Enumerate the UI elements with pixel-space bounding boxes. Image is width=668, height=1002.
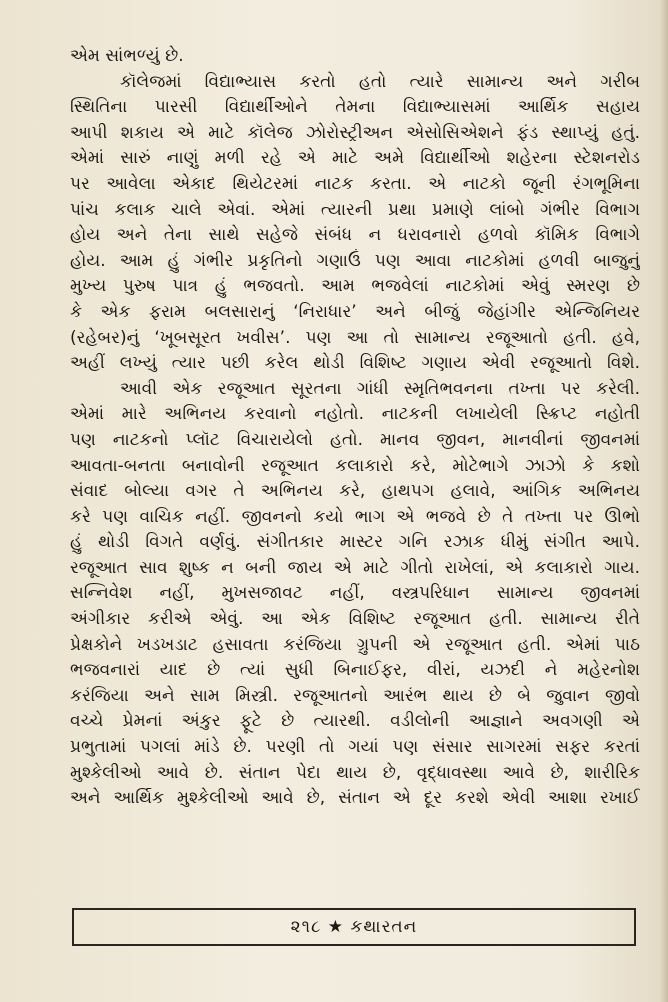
text-line: પ્રભુતામાં પગલાં માંડે છે. પરણી તો ગયાં પણ સંસાર સાગરમાં સફર કરતાં — [70, 737, 640, 758]
text-line: એમાં સારું નાણું મળી રહે એ માટે અમે વિદ્યાર્થીઓ શહેરના સ્ટેશનરોડ — [70, 148, 640, 169]
body-text — [70, 44, 640, 812]
text-line: પ્રેક્ષકોને ખડખડાટ હસાવતા કરંજિયા ગ્રુપની એ રજૂઆત હતી. એમાં પાઠ — [70, 634, 640, 655]
text-line: કરંજિયા અને સામ મિસ્ત્રી. રજૂઆતનો આરંભ થાય છે બે જુવાન જીવો — [70, 685, 640, 706]
text-line: મુશ્કેલીઓ આવે છે. સંતાન પેદા થાય છે, વૃદ્ધાવસ્થા આવે છે, શારીરિક — [70, 762, 640, 783]
text-line: સંવાદ બોલ્યા વગર તે અભિનય કરે, હાથપગ હલાવે, આંગિક અભિનય — [70, 481, 640, 502]
text-line: પાંચ કલાક ચાલે એવાં. એમાં ત્યારની પ્રથા પ્રમાણે લાંબો ગંભીર વિભાગ — [70, 199, 640, 220]
text-line: એમ સાંભળ્યું છે. — [70, 46, 184, 66]
text-line: હું થોડી વિગતે વર્ણવું. સંગીતકાર માસ્ટર ગનિ રઝાક ધીમું સંગીત આપે. — [70, 532, 640, 553]
text-line: (રહેબર)નું ‘ખૂબસૂરત ખવીસ’. પણ આ તો સામાન્ય રજૂઆતો હતી. હવે, — [70, 327, 640, 348]
text-line: રજૂઆત સાવ શુષ્ક ન બની જાય એ માટે ગીતો રાખેલાં, એ કલાકારો ગાય. — [70, 557, 640, 578]
text-line: અને આર્થિક મુશ્કેલીઓ આવે છે, સંતાન એ દૂર કરશે એવી આશા રખાઈ — [70, 788, 640, 809]
text-line: ભજવનારાં યાદ છે ત્યાં સુધી બિનાઈફર, વીરાં, યઝદી ને મહેરનોશ — [70, 660, 640, 681]
text-line: અહીં લખ્યું ત્યાર પછી કરેલ થોડી વિશિષ્ટ ગણાય એવી રજૂઆતો વિશે. — [70, 353, 640, 374]
text-line: સન્નિવેશ નહીં, મુખસજાવટ નહીં, વસ્ત્રપરિધાન સામાન્ય જીવનમાં — [70, 583, 640, 604]
text-line: કરે પણ વાચિક નહીં. જીવનનો કયો ભાગ એ ભજવે છે તે તખ્તા પર ઊભો — [70, 506, 640, 527]
text-line: એમાં મારે અભિનય કરવાનો નહોતો. નાટકની લખાયેલી સ્ક્રિપ્ટ નહોતી — [70, 404, 640, 425]
text-line: પર આવેલા એકાદ થિયેટરમાં નાટક કરતા. એ નાટકો જૂની રંગભૂમિના — [70, 173, 640, 194]
page-footer — [72, 908, 636, 946]
text-line: મુખ્ય પુરુષ પાત્ર હું ભજવતો. આમ ભજવેલાં નાટકોમાં એવું સ્મરણ છે — [70, 276, 640, 297]
text-line: કૉલેજમાં વિદ્યાભ્યાસ કરતો હતો ત્યારે સામાન્ય અને ગરીબ — [120, 71, 640, 92]
text-line: આવતા-બનતા બનાવોની રજૂઆત કલાકારો કરે, મોટેભાગે ઝાઝો કે કશો — [70, 455, 640, 476]
text-line: આપી શકાય એ માટે કૉલેજ ઝોરોસ્ટ્રીઅન એસોસિએશને ફંડ સ્થાપ્યું હતું. — [70, 122, 640, 143]
text-line: અંગીકાર કરીએ એવું. આ એક વિશિષ્ટ રજૂઆત હતી. સામાન્ય રીતે — [70, 609, 640, 630]
footer-page-number-and-title: ૨૧૮ ★ કથારતન — [290, 917, 418, 937]
text-line: પણ નાટકનો પ્લૉટ વિચારાયેલો હતો. માનવ જીવન, માનવીનાં જીવનમાં — [70, 429, 640, 450]
text-line: સ્થિતિના પારસી વિદ્યાર્થીઓને તેમના વિદ્યાભ્યાસમાં આર્થિક સહાય — [70, 97, 640, 118]
text-line: હોય અને તેના સાથે સહેજે સંબંધ ન ધરાવનારો હળવો કૉમિક વિભાગે — [70, 225, 640, 246]
text-line: કે એક ફરામ બલસારાનું ‘નિરાધાર’ અને બીજું જેહાંગીર એન્જિનિયર — [70, 301, 640, 322]
text-line: આવી એક રજૂઆત સૂરતના ગાંધી સ્મૃતિભવનના તખ્તા પર કરેલી. — [120, 378, 640, 399]
text-line: વચ્ચે પ્રેમનાં અંકુર ફૂટે છે ત્યારથી. વડીલોની આજ્ઞાને અવગણી એ — [70, 711, 640, 732]
page-edge-shadow — [660, 0, 668, 1002]
text-line: હોય. આમ હું ગંભીર પ્રકૃતિનો ગણાઉં પણ આવા નાટકોમાં હળવી બાજુનું — [70, 250, 640, 271]
